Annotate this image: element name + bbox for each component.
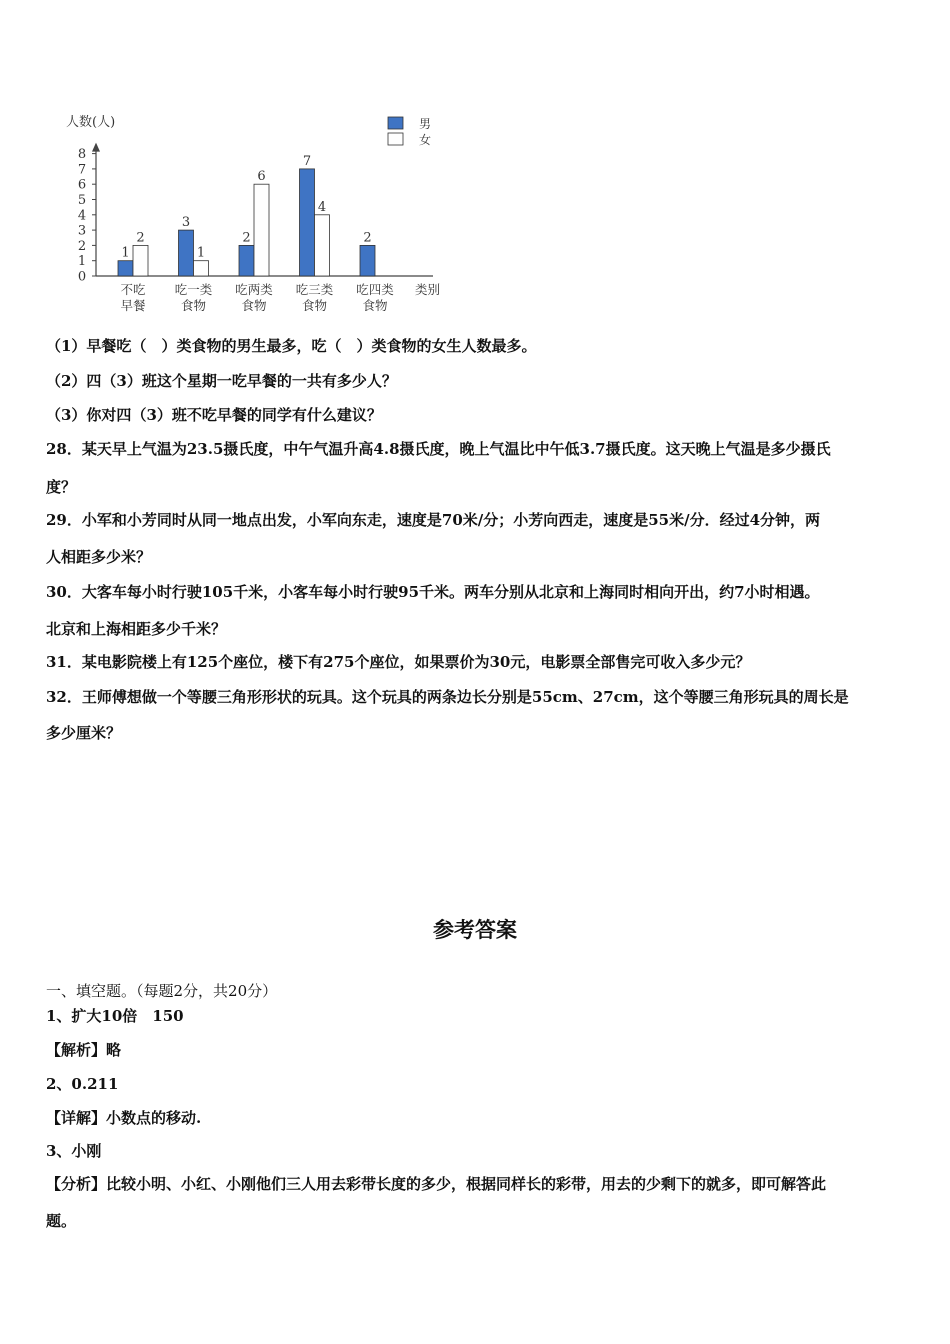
question-31: 31．某电影院楼上有125个座位，楼下有275个座位，如果票价为30元，电影票全部售完可收入多少元？ (46, 653, 751, 671)
question-2: （2）四（3）班这个星期一吃早餐的一共有多少人？ (46, 372, 397, 390)
answer-3-note-line1: 【分析】比较小明、小红、小刚他们三人用去彩带长度的多少，根据同样长的彩带，用去的少剩下的就多，即可解答此 (46, 1175, 827, 1193)
bar-value-label: 1 (196, 245, 206, 261)
question-29-line2: 人相距多少米？ (46, 548, 152, 566)
y-tick-label: 4 (77, 208, 87, 224)
legend (388, 117, 431, 147)
x-tick-label: 吃三类 (295, 282, 334, 297)
bar-value-label: 1 (121, 245, 130, 261)
answer-2-note: 【详解】小数点的移动. (46, 1109, 202, 1127)
bar-male (179, 230, 194, 276)
bar-value-label: 2 (242, 230, 251, 246)
question-32-line1: 32．王师傅想做一个等腰三角形形状的玩具。这个玩具的两条边长分别是55cm、27cm，这个等腰三角形玩具的周长是 (46, 688, 849, 706)
answer-1-note: 【解析】略 (46, 1041, 122, 1059)
answer-2: 2、0.211 (46, 1075, 119, 1093)
x-tick-label: 食物 (180, 298, 207, 313)
question-28-line2: 度？ (46, 478, 77, 496)
legend-label-male: 男 (419, 117, 432, 131)
bar-value-label: 6 (257, 169, 266, 185)
bar-female (315, 215, 330, 276)
question-29-line1: 29．小军和小芳同时从同一地点出发，小军向东走，速度是70米/分；小芳向西走，速度是55米/分．经过4分钟，两 (46, 511, 821, 529)
x-tick-label: 食物 (362, 298, 388, 313)
bar-value-label: 2 (363, 230, 372, 246)
x-tick-label: 食物 (301, 298, 328, 313)
x-axis-label: 类别 (415, 282, 441, 297)
legend-swatch-male (388, 117, 403, 129)
x-tick-label: 吃一类 (174, 282, 213, 297)
bar-value-label: 4 (317, 199, 327, 215)
x-tick-label: 不吃 (120, 282, 146, 297)
question-32-line2: 多少厘米？ (46, 724, 122, 742)
y-tick-label: 5 (77, 193, 87, 208)
y-tick-label: 3 (77, 223, 87, 239)
bar-female (133, 245, 148, 276)
y-tick-label: 7 (77, 162, 87, 178)
question-30-line1: 30．大客车每小时行驶105千米，小客车每小时行驶95千米。两车分别从北京和上海同时相向开出，约7小时相遇。 (46, 583, 820, 601)
bar-male (300, 169, 315, 276)
y-tick-label: 6 (77, 177, 87, 193)
bar-value-label: 3 (181, 215, 191, 231)
y-tick-label: 0 (77, 269, 87, 285)
bar-value-label: 7 (302, 153, 312, 169)
legend-label-female: 女 (419, 133, 432, 147)
y-axis-arrow (92, 143, 100, 152)
answers-title: 参考答案 (433, 917, 517, 942)
x-tick-label: 食物 (241, 298, 267, 313)
answers-section-heading: 一、填空题。（每题2分，共20分） (46, 982, 278, 1000)
question-1: （1）早餐吃（ ）类食物的男生最多，吃（ ）类食物的女生人数最多。 (46, 337, 537, 355)
bar-chart (58, 108, 458, 318)
x-tick-label: 早餐 (120, 298, 146, 313)
plot-area (78, 143, 433, 313)
bar-female (254, 184, 269, 276)
question-28-line1: 28．某天早上气温为23.5摄氏度，中午气温升高4.8摄氏度，晚上气温比中午低3.7摄氏度。这天晚上气温是多少摄氏 (46, 440, 831, 458)
bar-male (118, 261, 133, 276)
x-tick-label: 吃四类 (356, 282, 394, 297)
bar-value-label: 2 (136, 230, 145, 246)
question-30-line2: 北京和上海相距多少千米？ (46, 620, 227, 638)
y-tick-label: 8 (77, 147, 87, 163)
y-tick-label: 2 (77, 238, 87, 254)
y-tick-label: 1 (77, 254, 87, 270)
y-axis-label: 人数(人) (66, 115, 116, 130)
answer-3: 3、小刚 (46, 1142, 102, 1160)
answer-3-note-line2: 题。 (46, 1212, 77, 1230)
question-3: （3）你对四（3）班不吃早餐的同学有什么建议？ (46, 406, 382, 424)
bar-male (360, 245, 375, 276)
bar-male (239, 245, 254, 276)
legend-swatch-female (388, 133, 403, 145)
answer-1: 1、扩大10倍 150 (46, 1007, 184, 1025)
bar-female (194, 261, 209, 276)
x-tick-label: 吃两类 (235, 282, 273, 297)
